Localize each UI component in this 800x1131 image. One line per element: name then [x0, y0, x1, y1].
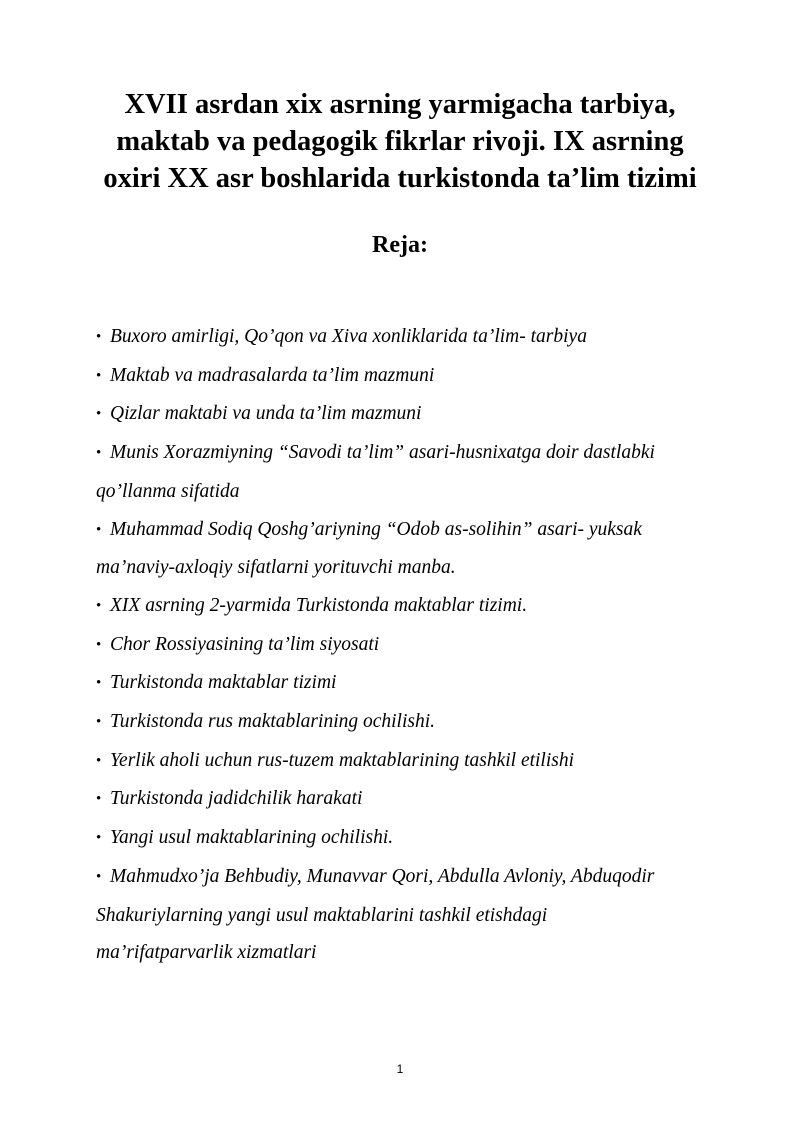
plan-item-text: Mahmudxo’ja Behbudiy, Munavvar Qori, Abdulla Avloniy, Abduqodir — [110, 865, 655, 887]
plan-item — [96, 858, 756, 972]
plan-item-text: Yangi usul maktablarining ochilishi. — [110, 827, 394, 849]
plan-item-text: XIX asrning 2-yarmida Turkistonda maktablar tizimi. — [110, 594, 528, 616]
bullet-icon: • — [96, 329, 102, 345]
plan-item-continuation: ma’rifatparvarlik xizmatlari — [96, 942, 317, 964]
title-line: oxiri XX asr boshlarida turkistonda ta’lim tizimi — [103, 163, 697, 194]
plan-item — [96, 511, 756, 587]
plan-item — [96, 395, 756, 434]
plan-item — [96, 664, 756, 703]
plan-item — [96, 587, 756, 626]
plan-item-text: Turkistonda rus maktablarining ochilishi. — [110, 711, 436, 733]
bullet-icon: • — [96, 367, 102, 384]
bullet-icon: • — [96, 830, 102, 847]
plan-item — [96, 819, 756, 858]
plan-item-text: Turkistonda jadidchilik harakati — [110, 788, 363, 810]
plan-item-text: Qizlar maktabi va unda ta’lim mazmuni — [110, 403, 422, 425]
plan-item-text: Turkistonda maktablar tizimi — [110, 672, 337, 694]
bullet-icon: • — [96, 636, 102, 653]
bullet-icon: • — [96, 406, 102, 423]
plan-item — [96, 703, 756, 742]
plan-item-text: Chor Rossiyasining ta’lim siyosati — [110, 633, 380, 655]
plan-item-continuation: Shakuriylarning yangi usul maktablarini tashkil etishdagi — [96, 904, 548, 926]
plan-item — [96, 626, 756, 665]
plan-item-text: Munis Xorazmiyning “Savodi ta’lim” asari-husnixatga doir dastlabki — [110, 442, 655, 464]
bullet-icon: • — [96, 791, 102, 808]
page-number: 1 — [396, 1062, 404, 1076]
title-line: XVII asrdan xix asrning yarmigacha tarbiya, — [124, 89, 676, 120]
bullet-icon: • — [96, 445, 102, 462]
bullet-icon: • — [96, 714, 102, 731]
document-title — [60, 86, 740, 197]
plan-item-text: Maktab va madrasalarda ta’lim mazmuni — [110, 364, 435, 386]
plan-item-text: Buxoro amirligi, Qo’qon va Xiva xonliklarida ta’lim- tarbiya — [110, 326, 587, 347]
plan-list — [96, 318, 756, 972]
title-line: maktab va pedagogik fikrlar rivoji. IX asrning — [116, 126, 684, 157]
plan-item-text: Muhammad Sodiq Qoshg’ariyning “Odob as-solihin” asari- yuksak — [110, 518, 642, 540]
plan-item — [96, 434, 756, 510]
bullet-icon: • — [96, 868, 102, 885]
plan-item-continuation: qo’llanma sifatida — [96, 480, 240, 502]
bullet-icon: • — [96, 597, 102, 614]
plan-item — [96, 318, 756, 357]
bullet-icon: • — [96, 521, 102, 538]
plan-item — [96, 742, 756, 781]
plan-item — [96, 780, 756, 819]
bullet-icon: • — [96, 752, 102, 769]
plan-item-continuation: ma’naviy-axloqiy sifatlarni yorituvchi manba. — [96, 557, 456, 579]
plan-item — [96, 357, 756, 396]
bullet-icon: • — [96, 675, 102, 692]
plan-item-text: Yerlik aholi uchun rus-tuzem maktablarining tashkil etilishi — [110, 749, 575, 771]
plan-heading: Reja: — [372, 232, 428, 258]
